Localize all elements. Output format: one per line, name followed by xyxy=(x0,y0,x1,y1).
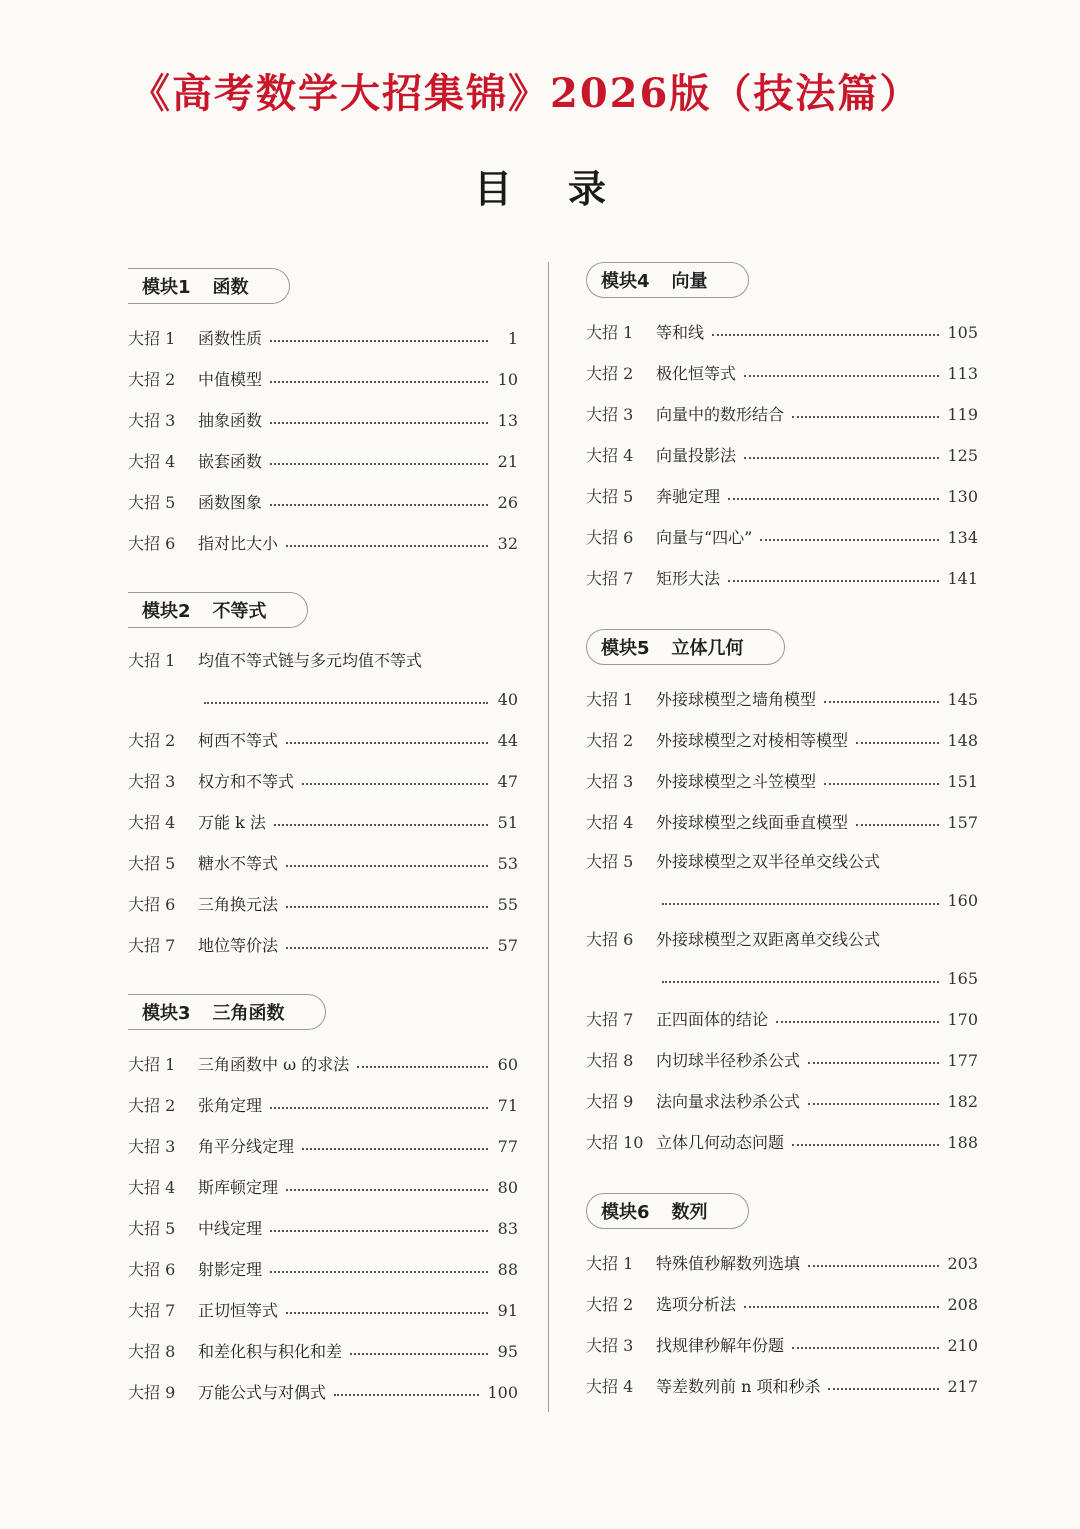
module-header xyxy=(128,262,518,308)
entry-page: 113 xyxy=(947,364,978,383)
entry-page: 125 xyxy=(947,446,978,465)
toc-entry[interactable] xyxy=(586,720,978,761)
leader-dots xyxy=(270,339,488,342)
entry-page: 105 xyxy=(947,323,978,342)
entry-title: 抽象函数 xyxy=(198,411,263,430)
entry-page: 182 xyxy=(947,1092,978,1111)
entry-number: 大招 7 xyxy=(586,569,634,588)
toc-entry[interactable] xyxy=(128,482,518,523)
toc-entry[interactable] xyxy=(586,394,978,435)
leader-dots xyxy=(662,902,939,905)
module-header xyxy=(586,256,978,302)
entry-number: 大招 2 xyxy=(586,731,634,750)
entry-number: 大招 3 xyxy=(128,772,176,791)
module-tab xyxy=(586,629,785,665)
leader-dots xyxy=(357,1065,488,1068)
entry-title: 向量投影法 xyxy=(656,446,737,465)
module-topic: 数列 xyxy=(671,1202,708,1223)
leader-dots xyxy=(286,864,488,867)
entry-number: 大招 4 xyxy=(128,813,176,832)
module-topic: 立体几何 xyxy=(671,638,744,659)
entry-title: 外接球模型之线面垂直模型 xyxy=(656,813,849,832)
module-tab xyxy=(128,994,326,1030)
leader-dots xyxy=(662,980,939,983)
leader-dots xyxy=(808,1061,939,1064)
toc-entry[interactable] xyxy=(128,761,518,802)
toc-entry[interactable] xyxy=(128,1208,518,1249)
toc-entry[interactable] xyxy=(586,1325,978,1366)
toc-entry[interactable] xyxy=(586,312,978,353)
entry-title: 糖水不等式 xyxy=(198,854,279,873)
module-number: 模块4 xyxy=(601,271,650,292)
module-number: 模块2 xyxy=(142,601,191,622)
entry-title: 中线定理 xyxy=(198,1219,263,1238)
entry-page: 44 xyxy=(497,731,518,750)
entry-title: 函数图象 xyxy=(198,493,263,512)
module-header xyxy=(586,1187,978,1233)
entry-page: 148 xyxy=(947,731,978,750)
entry-title: 法向量求法秒杀公式 xyxy=(656,1092,801,1111)
entry-page: 60 xyxy=(497,1055,518,1074)
toc-entry[interactable] xyxy=(128,441,518,482)
entry-title: 张角定理 xyxy=(198,1096,263,1115)
entry-number: 大招 4 xyxy=(586,1377,634,1396)
toc-entry-continuation[interactable] xyxy=(586,881,978,921)
leader-dots xyxy=(302,1147,488,1150)
leader-dots xyxy=(286,946,488,949)
toc-entry[interactable] xyxy=(586,761,978,802)
entry-number: 大招 1 xyxy=(128,329,176,348)
entry-title: 外接球模型之斗笠模型 xyxy=(656,772,817,791)
entry-page: 32 xyxy=(497,534,518,553)
entry-page: 157 xyxy=(947,813,978,832)
entry-page: 119 xyxy=(947,405,978,424)
toc-entry[interactable] xyxy=(586,1243,978,1284)
entry-title: 权方和不等式 xyxy=(198,772,295,791)
leader-dots xyxy=(270,1229,488,1232)
entry-page: 95 xyxy=(497,1342,518,1361)
entry-number: 大招 6 xyxy=(586,930,634,949)
module-topic: 函数 xyxy=(212,277,249,298)
leader-dots xyxy=(270,421,488,424)
toc-left-column xyxy=(128,262,518,1413)
toc-entry[interactable] xyxy=(586,353,978,394)
entry-page: 160 xyxy=(947,891,978,910)
toc-entry[interactable] xyxy=(128,884,518,925)
entry-number: 大招 8 xyxy=(586,1051,634,1070)
module-topic: 三角函数 xyxy=(212,1003,285,1024)
leader-dots xyxy=(334,1393,479,1396)
leader-dots xyxy=(776,1020,939,1023)
module-number: 模块5 xyxy=(601,638,650,659)
entry-title: 极化恒等式 xyxy=(656,364,737,383)
entry-page: 208 xyxy=(947,1295,978,1314)
toc-entry[interactable] xyxy=(586,1366,978,1407)
toc-entry[interactable] xyxy=(128,523,518,564)
entry-number: 大招 1 xyxy=(128,1055,176,1074)
entry-title: 均值不等式链与多元均值不等式 xyxy=(198,651,423,670)
entry-number: 大招 1 xyxy=(586,323,634,342)
entry-number: 大招 6 xyxy=(128,1260,176,1279)
leader-dots xyxy=(824,700,939,703)
entry-number: 大招 2 xyxy=(128,370,176,389)
toc-entry[interactable] xyxy=(128,359,518,400)
entry-title: 角平分线定理 xyxy=(198,1137,295,1156)
entry-page: 77 xyxy=(497,1137,518,1156)
module-topic: 不等式 xyxy=(212,601,267,622)
leader-dots xyxy=(270,462,488,465)
entry-title: 立体几何动态问题 xyxy=(656,1133,785,1152)
entry-number: 大招 1 xyxy=(586,690,634,709)
leader-dots xyxy=(792,1346,939,1349)
leader-dots xyxy=(270,1270,488,1273)
entry-number: 大招 3 xyxy=(586,405,634,424)
toc-entry[interactable] xyxy=(586,1040,978,1081)
toc-entry[interactable] xyxy=(586,435,978,476)
toc-entry[interactable] xyxy=(128,925,518,966)
entry-number: 大招 2 xyxy=(586,1295,634,1314)
entry-page: 10 xyxy=(497,370,518,389)
toc-entry[interactable] xyxy=(128,1126,518,1167)
entry-title: 外接球模型之双距离单交线公式 xyxy=(656,930,881,949)
leader-dots xyxy=(808,1102,939,1105)
book-title: 《高考数学大招集锦》2026版（技法篇） xyxy=(130,70,922,117)
entry-title: 奔驰定理 xyxy=(656,487,721,506)
toc-entry[interactable] xyxy=(128,1372,518,1413)
entry-page: 145 xyxy=(947,690,978,709)
entry-page: 51 xyxy=(497,813,518,832)
toc-entry[interactable] xyxy=(128,1331,518,1372)
entry-number: 大招 7 xyxy=(128,936,176,955)
module-header xyxy=(586,623,978,669)
leader-dots xyxy=(856,823,939,826)
toc-entry[interactable] xyxy=(128,1167,518,1208)
toc-heading-part1: 目 xyxy=(473,167,512,211)
entry-number: 大招 6 xyxy=(128,534,176,553)
entry-number: 大招 5 xyxy=(586,487,634,506)
entry-page: 217 xyxy=(947,1377,978,1396)
toc-entry[interactable] xyxy=(128,843,518,884)
module-tab xyxy=(586,262,749,298)
entry-number: 大招 5 xyxy=(128,493,176,512)
entry-number: 大招 6 xyxy=(128,895,176,914)
entry-title: 斯库顿定理 xyxy=(198,1178,279,1197)
entry-number: 大招 3 xyxy=(128,1137,176,1156)
leader-dots xyxy=(350,1352,488,1355)
entry-number: 大招 8 xyxy=(128,1342,176,1361)
entry-number: 大招 2 xyxy=(128,1096,176,1115)
entry-title: 矩形大法 xyxy=(656,569,721,588)
toc-entry[interactable] xyxy=(586,1284,978,1325)
entry-page: 134 xyxy=(947,528,978,547)
entry-number: 大招 3 xyxy=(586,1336,634,1355)
toc-entry[interactable] xyxy=(586,517,978,558)
toc-heading-part2: 录 xyxy=(568,167,607,211)
leader-dots xyxy=(286,1188,488,1191)
entry-title: 中值模型 xyxy=(198,370,263,389)
module-number: 模块3 xyxy=(142,1003,191,1024)
entry-number: 大招 3 xyxy=(586,772,634,791)
leader-dots xyxy=(270,503,488,506)
entry-number: 大招 6 xyxy=(586,528,634,547)
entry-title: 万能 k 法 xyxy=(198,813,266,832)
entry-page: 21 xyxy=(497,452,518,471)
leader-dots xyxy=(760,538,939,541)
entry-number: 大招 5 xyxy=(586,852,634,871)
entry-title: 三角换元法 xyxy=(198,895,279,914)
entry-title: 向量中的数形结合 xyxy=(656,405,785,424)
leader-dots xyxy=(728,579,939,582)
module-number: 模块1 xyxy=(142,277,191,298)
entry-number: 大招 4 xyxy=(586,813,634,832)
leader-dots xyxy=(286,905,488,908)
entry-title: 外接球模型之对棱相等模型 xyxy=(656,731,849,750)
entry-page: 53 xyxy=(497,854,518,873)
entry-page: 177 xyxy=(947,1051,978,1070)
entry-title: 射影定理 xyxy=(198,1260,263,1279)
column-divider xyxy=(548,262,549,1412)
toc-entry[interactable] xyxy=(586,476,978,517)
entry-title: 外接球模型之双半径单交线公式 xyxy=(656,852,881,871)
entry-page: 141 xyxy=(947,569,978,588)
leader-dots xyxy=(824,782,939,785)
entry-page: 83 xyxy=(497,1219,518,1238)
entry-title: 找规律秒解年份题 xyxy=(656,1336,785,1355)
toc-entry[interactable] xyxy=(128,318,518,359)
leader-dots xyxy=(792,415,939,418)
entry-title: 柯西不等式 xyxy=(198,731,279,750)
module-header xyxy=(128,586,518,632)
entry-page: 55 xyxy=(497,895,518,914)
entry-title: 地位等价法 xyxy=(198,936,279,955)
entry-page: 203 xyxy=(947,1254,978,1273)
entry-number: 大招 9 xyxy=(128,1383,176,1402)
toc-entry[interactable] xyxy=(586,999,978,1040)
entry-title: 正四面体的结论 xyxy=(656,1010,769,1029)
module-header xyxy=(128,988,518,1034)
module-tab xyxy=(128,268,290,304)
leader-dots xyxy=(808,1264,939,1267)
entry-number: 大招 5 xyxy=(128,1219,176,1238)
module-number: 模块6 xyxy=(601,1202,650,1223)
leader-dots xyxy=(274,823,488,826)
toc-entry-continuation[interactable] xyxy=(586,959,978,999)
entry-page: 165 xyxy=(947,969,978,988)
toc-entry-continuation[interactable] xyxy=(128,680,518,720)
entry-page: 88 xyxy=(497,1260,518,1279)
toc-entry[interactable] xyxy=(128,1085,518,1126)
entry-title: 万能公式与对偶式 xyxy=(198,1383,327,1402)
entry-page: 130 xyxy=(947,487,978,506)
entry-number: 大招 4 xyxy=(586,446,634,465)
entry-number: 大招 5 xyxy=(128,854,176,873)
entry-number: 大招 3 xyxy=(128,411,176,430)
leader-dots xyxy=(286,741,488,744)
toc-entry[interactable] xyxy=(128,1290,518,1331)
entry-page: 13 xyxy=(497,411,518,430)
module-tab xyxy=(586,1193,749,1229)
entry-title: 向量与“四心” xyxy=(656,528,753,547)
entry-page: 100 xyxy=(487,1383,518,1402)
entry-page: 210 xyxy=(947,1336,978,1355)
toc-entry[interactable] xyxy=(128,802,518,843)
entry-title: 和差化积与积化和差 xyxy=(198,1342,343,1361)
leader-dots xyxy=(270,380,488,383)
entry-number: 大招 10 xyxy=(586,1133,644,1152)
toc-entry[interactable] xyxy=(128,400,518,441)
toc-entry[interactable] xyxy=(586,843,978,881)
entry-number: 大招 1 xyxy=(586,1254,634,1273)
entry-number: 大招 2 xyxy=(586,364,634,383)
entry-page: 80 xyxy=(497,1178,518,1197)
entry-title: 指对比大小 xyxy=(198,534,279,553)
toc-right-column xyxy=(586,256,978,1407)
entry-number: 大招 1 xyxy=(128,651,176,670)
entry-title: 嵌套函数 xyxy=(198,452,263,471)
leader-dots xyxy=(744,374,939,377)
entry-page: 71 xyxy=(497,1096,518,1115)
entry-number: 大招 4 xyxy=(128,452,176,471)
leader-dots xyxy=(744,456,939,459)
entry-number: 大招 9 xyxy=(586,1092,634,1111)
toc-entry[interactable] xyxy=(586,558,978,599)
toc-entry[interactable] xyxy=(586,921,978,959)
entry-number: 大招 2 xyxy=(128,731,176,750)
entry-title: 函数性质 xyxy=(198,329,263,348)
entry-number: 大招 7 xyxy=(128,1301,176,1320)
entry-page: 1 xyxy=(507,329,518,348)
entry-number: 大招 7 xyxy=(586,1010,634,1029)
entry-title: 特殊值秒解数列选填 xyxy=(656,1254,801,1273)
entry-page: 170 xyxy=(947,1010,978,1029)
leader-dots xyxy=(792,1143,939,1146)
entry-title: 等和线 xyxy=(656,323,705,342)
toc-entry[interactable] xyxy=(586,679,978,720)
toc-entry[interactable] xyxy=(128,720,518,761)
entry-title: 内切球半径秒杀公式 xyxy=(656,1051,801,1070)
leader-dots xyxy=(204,701,488,704)
toc-entry[interactable] xyxy=(586,1081,978,1122)
entry-page: 91 xyxy=(497,1301,518,1320)
entry-title: 等差数列前 n 项和秒杀 xyxy=(656,1377,821,1396)
leader-dots xyxy=(286,544,488,547)
entry-page: 188 xyxy=(947,1133,978,1152)
entry-page: 57 xyxy=(497,936,518,955)
leader-dots xyxy=(728,497,939,500)
entry-title: 三角函数中 ω 的求法 xyxy=(198,1055,350,1074)
leader-dots xyxy=(828,1387,939,1390)
entry-page: 47 xyxy=(497,772,518,791)
toc-entry[interactable] xyxy=(586,1122,978,1163)
module-tab xyxy=(128,592,308,628)
toc-entry[interactable] xyxy=(128,1044,518,1085)
toc-entry[interactable] xyxy=(128,642,518,680)
leader-dots xyxy=(270,1106,488,1109)
entry-title: 正切恒等式 xyxy=(198,1301,279,1320)
entry-page: 40 xyxy=(497,690,518,709)
leader-dots xyxy=(744,1305,939,1308)
module-topic: 向量 xyxy=(671,271,708,292)
entry-page: 151 xyxy=(947,772,978,791)
toc-entry[interactable] xyxy=(128,1249,518,1290)
leader-dots xyxy=(302,782,488,785)
entry-title: 外接球模型之墙角模型 xyxy=(656,690,817,709)
entry-number: 大招 4 xyxy=(128,1178,176,1197)
toc-entry[interactable] xyxy=(586,802,978,843)
leader-dots xyxy=(286,1311,488,1314)
toc-heading xyxy=(0,158,1080,213)
leader-dots xyxy=(856,741,939,744)
entry-page: 26 xyxy=(497,493,518,512)
leader-dots xyxy=(712,333,939,336)
entry-title: 选项分析法 xyxy=(656,1295,737,1314)
